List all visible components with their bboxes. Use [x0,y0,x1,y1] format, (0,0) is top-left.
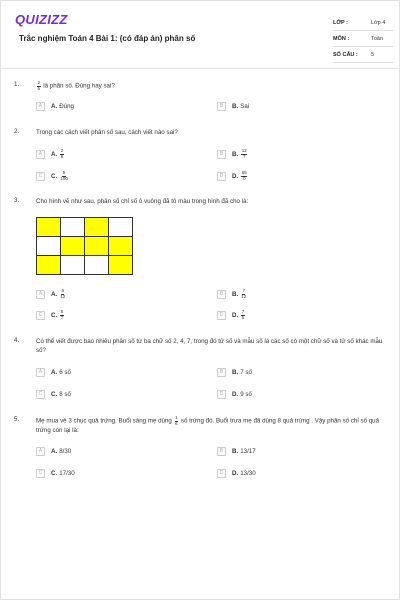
question-5 [14,416,389,481]
option-b[interactable]: B B. Sai [217,101,249,111]
option-d[interactable]: D D. 13/30 [217,468,256,478]
grid-row [37,218,133,237]
question-2 [14,128,389,188]
fraction: $\frac{5}{12}$ [60,287,66,299]
option-d[interactable]: D D. $\frac{7}{5}$ [217,310,246,320]
option-box[interactable]: D [217,311,226,320]
meta-value: Toán [371,35,383,42]
shaded-cell [109,237,133,256]
fraction: $\frac{2}{5}$ [37,80,41,91]
grid-row [37,256,133,275]
page-title: Trắc nghiệm Toán 4 Bài 1: (có đáp án) phân số [19,34,196,43]
option-c[interactable]: C C. $\frac{5}{7}$ [36,310,65,320]
shaded-cell [37,218,61,237]
shaded-cell [85,218,109,237]
fraction: $\frac{5}{7}$ [60,308,64,320]
meta-table [333,15,393,63]
shaded-square-grid [36,217,133,275]
meta-key: MÔN : [333,35,350,42]
question-1 [14,81,389,121]
option-box[interactable]: A [36,447,45,456]
meta-row-class [333,15,393,31]
option-c[interactable]: C C. $\frac{5}{100}$ [36,171,69,181]
option-box[interactable]: A [36,290,45,299]
empty-cell [61,218,85,237]
fraction: $\frac{12}{7}$ [241,147,247,159]
option-box[interactable]: A [36,150,45,159]
question-number: 1. [14,81,20,88]
quizizz-logo: QUIZIZZ [15,12,68,27]
question-text: Trong các cách viết phân số sau, cách viết nào sai? [36,129,178,136]
meta-row-count [333,47,393,63]
empty-cell [37,237,61,256]
option-box[interactable]: D [217,172,226,181]
question-number: 4. [14,337,20,344]
fraction: $\frac{5}{100}$ [60,169,68,181]
option-a[interactable]: A A. $\frac{2}{8}$ [36,149,65,159]
option-a[interactable]: A A. $\frac{5}{12}$ [36,289,66,299]
shaded-cell [109,256,133,275]
shaded-cell [85,237,109,256]
option-box[interactable]: B [217,447,226,456]
option-d[interactable]: D D. 9 số [217,389,252,399]
option-box[interactable]: C [36,469,45,478]
option-c[interactable]: C C. 17/30 [36,468,75,478]
grid-row [37,237,133,256]
fraction: $\frac{2}{8}$ [60,147,64,159]
option-box[interactable]: D [217,469,226,478]
question-4 [14,337,389,402]
meta-value: Lớp 4 [371,19,386,26]
question-text: Có thể viết được bao nhiêu phân số từ ba chữ số 2, 4, 7, trong đó tử số và mẫu số là các số có một chữ số và tử số khác mẫu số? [36,338,383,354]
fraction: $\frac{65}{0}$ [241,169,247,181]
option-box[interactable]: B [217,102,226,111]
option-box[interactable]: D [217,390,226,399]
option-b[interactable]: B B. $\frac{7}{12}$ [217,289,247,299]
option-box[interactable]: B [217,290,226,299]
fraction: $\frac{1}{6}$ [175,415,178,426]
option-a[interactable]: A A. 6 số [36,367,71,377]
question-number: 3. [14,197,20,204]
shaded-cell [61,237,85,256]
option-a[interactable]: A A. Đúng [36,101,74,111]
option-box[interactable]: C [36,390,45,399]
option-b[interactable]: B B. 13/17 [217,446,256,456]
option-b[interactable]: B B. $\frac{12}{7}$ [217,149,248,159]
question-text: $\frac{2}{5}$ là phân số. Đúng hay sai? [37,80,115,91]
question-text: Mẹ mua về 3 chục quả trứng. Buổi sáng mẹ dùng $\frac{1}{6}$ số trứng đó. Buổi trưa mẹ đã dùng 8 quả trứng . Vậy phân số chỉ số quả trứng còn lại là: [36,415,380,435]
empty-cell [85,256,109,275]
option-d[interactable]: D D. $\frac{65}{0}$ [217,171,248,181]
meta-key: LỚP : [333,19,348,26]
empty-cell [109,218,133,237]
shaded-cell [37,256,61,275]
option-box[interactable]: B [217,150,226,159]
option-box[interactable]: C [36,172,45,181]
option-box[interactable]: A [36,102,45,111]
meta-row-subject [333,31,393,47]
option-box[interactable]: A [36,368,45,377]
fraction: $\frac{7}{5}$ [241,308,245,320]
option-b[interactable]: B B. 7 số [217,367,252,377]
empty-cell [61,256,85,275]
question-text: Cho hình vẽ như sau, phân số chỉ số ô vuông đã tô màu trong hình đã cho là: [36,198,249,205]
option-box[interactable]: B [217,368,226,377]
question-number: 2. [14,128,20,135]
fraction: $\frac{7}{12}$ [241,287,247,299]
option-a[interactable]: A A. 8/30 [36,446,71,456]
option-box[interactable]: C [36,311,45,320]
meta-key: SỐ CÂU : [333,51,358,58]
question-number: 5. [14,416,20,423]
meta-value: 5 [371,51,375,58]
option-c[interactable]: C C. 8 số [36,389,71,399]
header-divider [1,68,400,69]
